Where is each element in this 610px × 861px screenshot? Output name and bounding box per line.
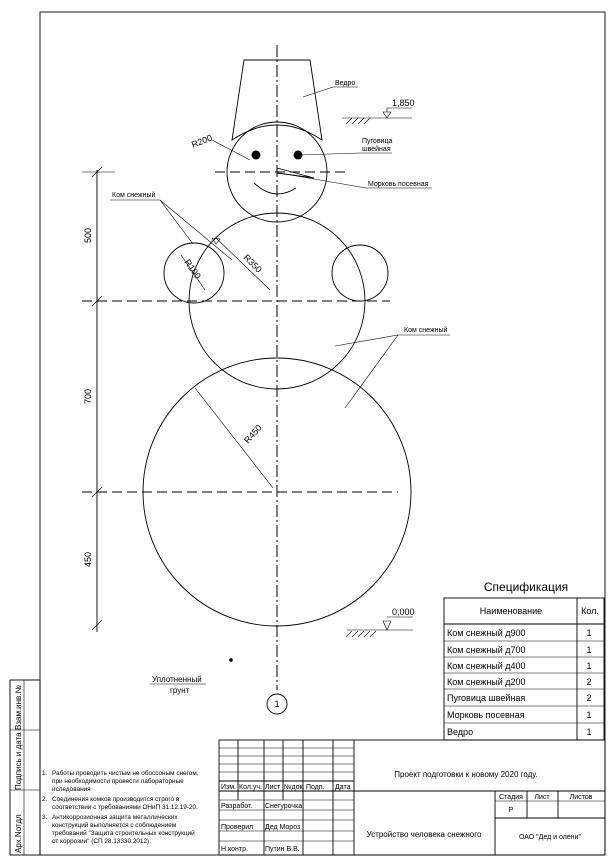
radius-leader-bottom: [195, 388, 273, 488]
svg-text:1.: 1.: [42, 770, 48, 777]
tb-stage-header: Стадия: [499, 794, 523, 801]
svg-text:Соединения комков производится: Соединения комков производится строго в: [52, 796, 180, 803]
radius-middle: R350: [241, 252, 264, 275]
tb-header: Кол.уч.: [239, 784, 262, 791]
tb-stage-value: Р: [508, 807, 514, 814]
carrot-nose: [277, 168, 314, 178]
side-stamp-text-0: Взам.инв.№: [14, 684, 23, 730]
spec-row-qty: 1: [586, 727, 592, 737]
svg-text:при необходимости провести лаб: при необходимости провести лабораторные: [52, 778, 184, 785]
ground-hatch: [346, 118, 376, 637]
eye-left-button: [252, 151, 261, 160]
tb-sheets-header: Листов: [569, 794, 593, 801]
label-snowball-right: Ком снежный: [404, 327, 448, 334]
spec-row-name: Ком снежный д700: [447, 645, 526, 655]
tb-name: Дед Мороз: [265, 824, 301, 831]
tb-name: Снегурочка: [265, 803, 303, 810]
label-button-2: швейная: [362, 146, 391, 153]
tb-role: Н.контр.: [221, 846, 248, 853]
radius-head: R200: [190, 132, 214, 150]
tb-object: Устройство человека снежного: [366, 830, 482, 839]
tb-company: ОАО "Дед и олени": [518, 834, 582, 841]
tb-header: Подп.: [306, 784, 325, 791]
spec-row-name: Ведро: [447, 727, 474, 737]
spec-title: Спецификация: [483, 580, 569, 594]
tb-header: Дата: [335, 784, 351, 791]
notes: [42, 769, 199, 845]
side-stamp-text-1: Подпись и дата: [14, 732, 23, 790]
label-carrot: Морковь посевная: [368, 181, 429, 188]
svg-text:конструкций выполняется с собл: конструкций выполняется с соблюдением: [52, 822, 177, 829]
tb-header: Лист: [265, 784, 281, 791]
tb-header: Изм.: [221, 784, 236, 791]
sheet-frame: [40, 12, 605, 855]
svg-text:Антикоррозионная защита металл: Антикоррозионная защита металлических: [52, 814, 178, 821]
tb-sheet-header: Лист: [534, 794, 550, 801]
tb-role: Проверил: [221, 824, 254, 831]
label-ground-1: Уплотненный: [152, 675, 202, 684]
radius-bottom: R450: [242, 422, 264, 446]
spec-header-qty: Кол.: [581, 606, 599, 616]
spec-row-qty: 1: [586, 628, 592, 638]
spec-row-qty: 2: [586, 677, 592, 687]
spec-row-qty: 1: [586, 645, 592, 655]
spec-row-name: Ком снежный д200: [447, 677, 526, 687]
spec-row-name: Пуговица швейная: [447, 693, 526, 703]
spec-row-qty: 2: [586, 693, 592, 703]
svg-text:2.: 2.: [42, 796, 48, 803]
spec-header-name: Наименование: [479, 606, 543, 616]
dim-700: 700: [83, 388, 93, 404]
svg-text:3.: 3.: [42, 814, 48, 821]
tb-project: Проект подготовки к новому 2020 году.: [394, 770, 538, 779]
ground-point: [229, 658, 233, 662]
svg-text:соответствии с требованиями О: соответствии с требованиями ОНиП 31.12.19-20.: [52, 804, 198, 811]
label-bucket: Ведро: [335, 80, 356, 87]
svg-text:от коррозии" (СП 28.13330.2012: от коррозии" (СП 28.13330.2012).: [52, 838, 151, 845]
dim-450: 450: [83, 551, 93, 567]
side-stamp-text-2: Арх.Nотдл: [14, 814, 23, 853]
marker-number: 1: [274, 699, 280, 709]
smile: [254, 183, 296, 194]
spec-row-qty: 1: [586, 710, 592, 720]
label-snowball-left: Ком снежный: [112, 192, 156, 199]
svg-text:иследования: иследования: [52, 786, 91, 793]
tb-role: Разработ.: [221, 803, 253, 810]
tb-name: Путин В.В.: [265, 846, 300, 853]
tb-header: №док.: [284, 784, 305, 791]
spec-row-qty: 1: [586, 661, 592, 671]
radius-leader-middle: [216, 238, 270, 290]
level-top: 1,850: [392, 98, 415, 108]
spec-row-name: Морковь посевная: [447, 710, 525, 720]
svg-text:требований "Защита строительны: требований "Защита строительных конструкций: [52, 830, 195, 837]
label-button-1: Пуговица: [362, 138, 393, 145]
level-zero: 0,000: [392, 607, 415, 617]
dim-500: 500: [83, 227, 93, 243]
radius-leader-head: [212, 140, 250, 160]
radius-hand: R100: [182, 257, 203, 281]
label-ground-2: грунт: [170, 686, 190, 695]
svg-text:Работы проводить чистым не обо: Работы проводить чистым не обоссоным снегом,: [52, 770, 199, 777]
spec-row-name: Ком снежный д900: [447, 628, 526, 638]
spec-row-name: Ком снежный д400: [447, 661, 526, 671]
